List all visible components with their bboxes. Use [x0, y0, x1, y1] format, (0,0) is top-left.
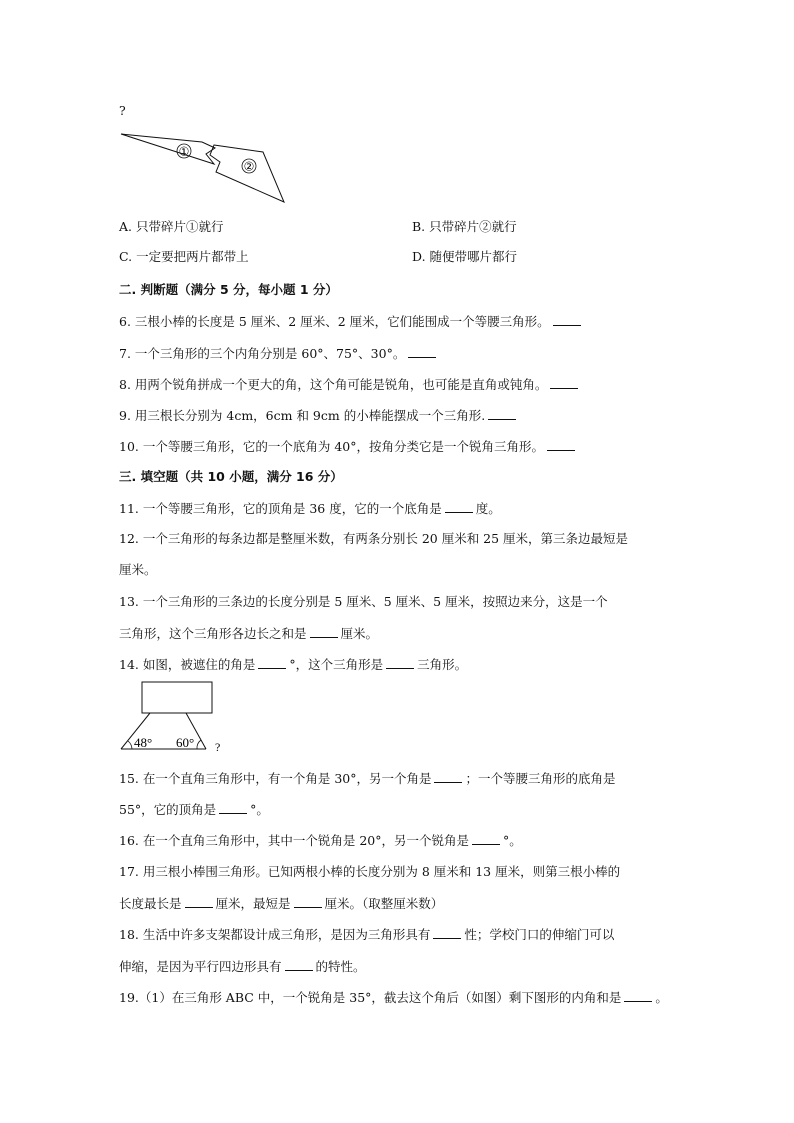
piece-2-label: ② — [243, 159, 255, 174]
question-19: 19.（1）在三角形 ABC 中，一个锐角是 35°，截去这个角后（如图）剩下图形的内角和是 。 — [119, 990, 668, 1005]
question-12-line2: 厘米。 — [119, 562, 157, 577]
option-d: D. 随便带哪片都行 — [412, 249, 518, 264]
section2-title: 二. 判断题（满分 5 分，每小题 1 分） — [119, 282, 338, 297]
question-16: 16. 在一个直角三角形中，其中一个锐角是 20°，另一个锐角是 °。 — [119, 833, 522, 848]
question-18-line1: 18. 生活中许多支架都设计成三角形，是因为三角形具有 性；学校门口的伸缩门可以 — [119, 927, 615, 942]
cover-rectangle — [142, 682, 212, 713]
question-7: 7. 一个三角形的三个内角分别是 60°、75°、30°。 — [119, 345, 439, 362]
covered-triangle-figure — [118, 680, 228, 752]
angle-48-label: 48° — [134, 735, 153, 750]
question-15-line1: 15. 在一个直角三角形中，有一个角是 30°，另一个角是 ；一个等腰三角形的底角是 — [119, 771, 616, 786]
question-15-line2: 55°，它的顶角是 °。 — [119, 802, 269, 817]
question-11: 11. 一个等腰三角形，它的顶角是 36 度，它的一个底角是 度。 — [119, 501, 501, 516]
question-13-line1: 13. 一个三角形的三条边的长度分别是 5 厘米、5 厘米、5 厘米，按照边来分，这是一个 — [119, 594, 608, 609]
piece-1-label: ① — [178, 144, 190, 159]
question-13-line2: 三角形，这个三角形各边长之和是 厘米。 — [119, 626, 379, 641]
question-17-line2: 长度最长是 厘米，最短是 厘米。（取整厘米数） — [119, 896, 444, 911]
question-8: 8. 用两个锐角拼成一个更大的角，这个角可能是锐角，也可能是直角或钝角。 — [119, 376, 581, 393]
question-14: 14. 如图，被遮住的角是 °，这个三角形是 三角形。 — [119, 657, 468, 672]
question-12-line1: 12. 一个三角形的每条边都是整厘米数，有两条分别长 20 厘米和 25 厘米，第三条边最短是 — [119, 531, 629, 546]
broken-triangle-figure — [118, 128, 290, 208]
angle-60-label: 60° — [176, 735, 195, 750]
option-b: B. 只带碎片②就行 — [412, 219, 517, 234]
figure-question-mark: ? — [215, 740, 221, 752]
option-c: C. 一定要把两片都带上 — [119, 249, 249, 264]
question-10: 10. 一个等腰三角形，它的一个底角为 40°，按角分类它是一个锐角三角形。 — [119, 438, 578, 455]
question-18-line2: 伸缩，是因为平行四边形具有 的特性。 — [119, 959, 366, 974]
q5-question-mark: ? — [119, 103, 126, 118]
option-a: A. 只带碎片①就行 — [119, 219, 224, 234]
question-17-line1: 17. 用三根小棒围三角形。已知两根小棒的长度分别为 8 厘米和 13 厘米，则第三根小棒的 — [119, 864, 621, 879]
question-6: 6. 三根小棒的长度是 5 厘米、2 厘米、2 厘米，它们能围成一个等腰三角形。 — [119, 313, 584, 330]
piece-1-shape — [121, 134, 215, 164]
section3-title: 三. 填空题（共 10 小题，满分 16 分） — [119, 469, 343, 484]
question-9: 9. 用三根长分别为 4cm，6cm 和 9cm 的小棒能摆成一个三角形. — [119, 407, 519, 424]
piece-2-shape — [210, 145, 284, 202]
